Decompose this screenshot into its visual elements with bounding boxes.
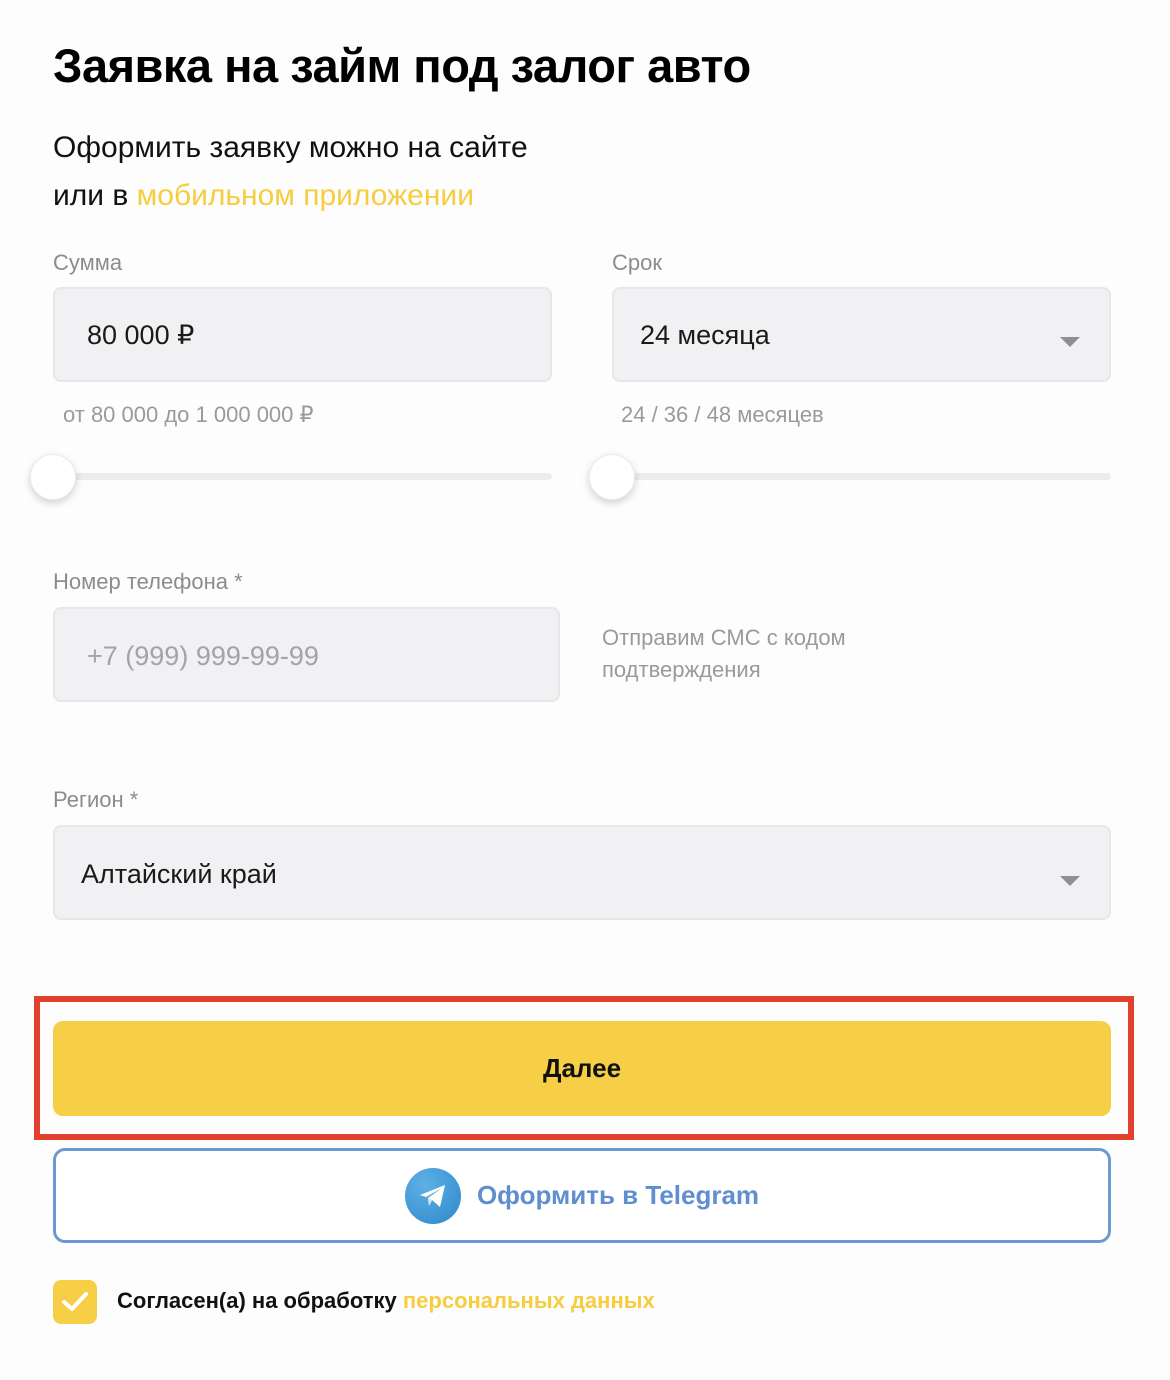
term-options-hint: 24 / 36 / 48 месяцев bbox=[621, 402, 824, 427]
amount-slider-track[interactable] bbox=[53, 473, 552, 480]
region-value: Алтайский край bbox=[81, 859, 277, 889]
phone-label: Номер телефона * bbox=[53, 569, 243, 594]
amount-label: Сумма bbox=[53, 250, 123, 275]
region-label: Регион * bbox=[53, 787, 139, 812]
sms-hint bbox=[602, 622, 846, 686]
term-label: Срок bbox=[612, 250, 662, 275]
mobile-app-link[interactable]: мобильном приложении bbox=[136, 179, 474, 212]
phone-input[interactable] bbox=[53, 607, 560, 702]
page-subtitle bbox=[53, 124, 528, 220]
amount-input[interactable] bbox=[53, 287, 552, 382]
telegram-button[interactable] bbox=[53, 1148, 1111, 1243]
chevron-down-icon bbox=[1060, 337, 1080, 347]
checkmark-icon bbox=[61, 1291, 89, 1313]
consent-text bbox=[117, 1288, 655, 1314]
region-select[interactable] bbox=[53, 825, 1111, 920]
term-value: 24 месяца bbox=[640, 320, 770, 350]
subtitle-prefix: или в bbox=[53, 179, 137, 212]
term-select[interactable] bbox=[612, 287, 1111, 382]
term-slider-thumb[interactable] bbox=[589, 454, 635, 500]
consent-prefix: Согласен(а) на обработку bbox=[117, 1288, 403, 1313]
telegram-button-label: Оформить в Telegram bbox=[476, 1180, 760, 1210]
sms-hint-line-1: Отправим СМС с кодом bbox=[602, 625, 846, 650]
subtitle-line-2 bbox=[53, 172, 528, 220]
next-button[interactable]: Далее bbox=[53, 1021, 1111, 1116]
amount-value: 80 000 ₽ bbox=[87, 320, 195, 350]
phone-placeholder: +7 (999) 999-99-99 bbox=[87, 641, 319, 671]
subtitle-line-1: Оформить заявку можно на сайте bbox=[53, 131, 528, 164]
chevron-down-icon bbox=[1060, 876, 1080, 886]
consent-checkbox[interactable] bbox=[53, 1280, 97, 1324]
amount-slider-thumb[interactable] bbox=[30, 454, 76, 500]
telegram-icon bbox=[405, 1168, 461, 1224]
amount-range-hint: от 80 000 до 1 000 000 ₽ bbox=[63, 402, 314, 427]
page-title: Заявка на займ под залог авто bbox=[53, 39, 751, 92]
sms-hint-line-2: подтверждения bbox=[602, 657, 761, 682]
term-slider-track[interactable] bbox=[612, 473, 1111, 480]
personal-data-link[interactable]: персональных данных bbox=[402, 1288, 655, 1313]
